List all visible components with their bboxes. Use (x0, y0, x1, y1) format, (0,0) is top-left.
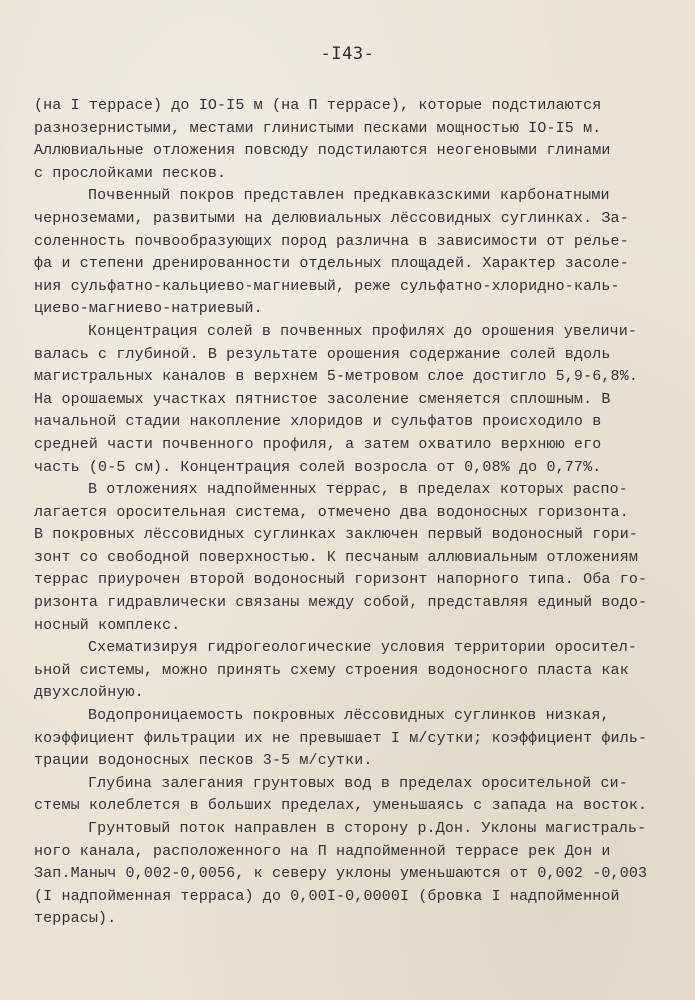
text-line: террасы). (34, 910, 117, 928)
text-line: (на I террасе) до IO-I5 м (на П террасе), которые подстилаются (34, 97, 602, 114)
text-line: средней части почвенного профиля, а затем охватило верхнюю его (34, 435, 602, 453)
text-line: На орошаемых участках пятнистое засоление сменяется сплошным. В (34, 390, 611, 408)
text-line: Водопроницаемость покровных лёссовидных суглинков низкая, (88, 707, 610, 725)
text-line: магистральных каналов в верхнем 5-метровом слое достигло 5,9-6,8%. (34, 368, 638, 386)
text-line: Грунтовый поток направлен в сторону р.Дон. Уклоны магистраль- (88, 820, 647, 837)
page-number: -I43- (320, 44, 375, 64)
text-line: стемы колеблется в больших пределах, уменьшаясь с запада на восток. (34, 797, 648, 815)
text-line: разнозернистыми, местами глинистыми песками мощностью IO-I5 м. (34, 119, 602, 137)
text-line: Глубина залегания грунтовых вод в пределах оросительной си- (88, 774, 628, 792)
text-line: Концентрация солей в почвенных профилях до орошения увеличи- (88, 322, 638, 340)
text-line: В покровных лёссовидных суглинках заключен первый водоносный гори- (34, 526, 638, 544)
text-line: (I надпойменная терраса) до 0,00I-0,0000I (бровка I надпойменной (34, 887, 620, 905)
text-line: Почвенный покров представлен предкавказскими карбонатными (88, 187, 610, 205)
text-line: черноземами, развитыми на делювиальных лёссовидных суглинках. За- (34, 209, 629, 227)
text-line: Аллювиальные отложения повсюду подстилаются неогеновыми глинами (34, 142, 611, 160)
text-line: валась с глубиной. В результате орошения содержание солей вдоль (34, 345, 611, 363)
text-line: зонт со свободной поверхностью. К песчаным аллювиальным отложениям (34, 548, 638, 566)
text-line: В отложениях надпойменных террас, в пределах которых распо- (88, 481, 628, 499)
text-line: Зап.Маныч 0,002-0,0056, к северу уклоны уменьшаются от 0,002 -0,003 (34, 865, 648, 883)
text-line: ризонта гидравлически связаны между собой, представляя единый водо- (34, 594, 648, 612)
text-line: лагается оросительная система, отмечено два водоносных горизонта. (34, 503, 629, 521)
text-line: начальной стадии накопление хлоридов и сульфатов происходило в (34, 413, 602, 431)
text-line: с прослойками песков. (34, 164, 227, 182)
text-line: часть (0-5 см). Концентрация солей возросла от 0,08% до 0,77%. (34, 458, 602, 476)
body-text (34, 95, 674, 931)
text-line: Схематизируя гидрогеологические условия территории оросител- (88, 639, 638, 657)
text-line: носный комплекс. (34, 616, 181, 634)
text-line: ьной системы, можно принять схему строения водоносного пласта как (34, 661, 629, 679)
text-line: циево-магниево-натриевый. (34, 300, 263, 318)
text-line: коэффициент фильтрации их не превышает I м/сутки; коэффициент филь- (34, 729, 648, 747)
text-line: трации водоносных песков 3-5 м/сутки. (34, 752, 373, 770)
text-line: фа и степени дренированности отдельных площадей. Характер засоле- (34, 255, 629, 273)
text-line: террас приурочен второй водоносный горизонт напорного типа. Оба го- (34, 571, 648, 589)
text-line: соленность почвообразующих пород различна в зависимости от релье- (34, 232, 629, 250)
text-line: двухслойную. (34, 684, 144, 702)
text-line: ния сульфатно-кальциево-магниевый, реже сульфатно-хлоридно-каль- (34, 277, 620, 295)
text-line: ного канала, расположенного на П надпойменной террасе рек Дон и (34, 842, 611, 860)
